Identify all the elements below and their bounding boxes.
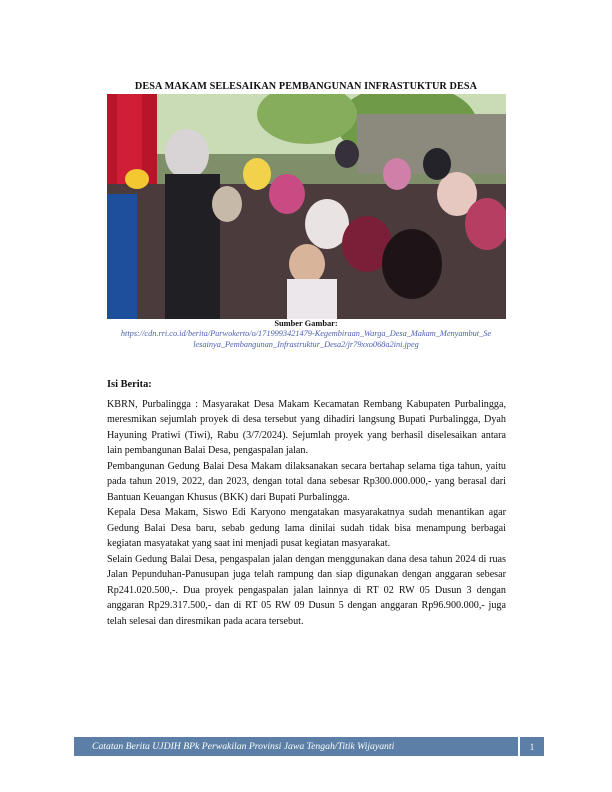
- paragraph-1: KBRN, Purbalingga : Masyarakat Desa Makam Kecamatan Rembang Kabupaten Purbalingga, meresmikan sejumlah proyek di desa tersebut yang dihadiri langsung Bupati Purbalingga, Dyah Hayuning Pratiwi (Tiwi), Rabu (3/7/2024). Sejumlah proyek yang berhasil diselesaikan antara lain pembangunan Balai Desa, pengaspalan jalan.: [107, 398, 506, 456]
- paragraph-2: Pembangunan Gedung Balai Desa Makam dilaksanakan secara bertahap selama tiga tahun, yaitu pada tahun 2019, 2022, dan 2023, dengan total dana sebesar Rp300.000.000,- yang berasal dari Bantuan Keuangan Khusus (BKK) dari Bupati Purbalingga.: [107, 460, 506, 503]
- paragraph-4: Selain Gedung Balai Desa, pengaspalan jalan dengan menggunakan dana desa tahun 2024 di ruas Jalan Pepunduhan-Panusupan juga telah rampung dan siap digunakan dengan anggaran sebesar Rp241.020.500,-. Dua proyek pengaspalan jalan lainnya di RT 02 RW 05 Dusun 3 dengan anggaran Rp29.317.500,- dan di RT 05 RW 09 Dusun 5 dengan anggaran Rp96.900.000,- juga telah selesai dan diresmikan pada acara tersebut.: [107, 553, 506, 627]
- paragraph-3: Kepala Desa Makam, Siswo Edi Karyono mengatakan masyarakatnya sudah menantikan agar Gedung Balai Desa baru, sebab gedung lama dinilai sudah tidak bisa menampung berbagai kegiatan masyatakat yang saat ini menjadi pusat kegiatan masyarakat.: [107, 507, 506, 549]
- document-title: DESA MAKAM SELESAIKAN PEMBANGUNAN INFRASTUKTUR DESA: [134, 81, 478, 92]
- section-heading: Isi Berita:: [107, 379, 152, 390]
- page-footer: [74, 737, 544, 756]
- article-body: [107, 377, 506, 629]
- image-source-link[interactable]: https://cdn.rri.co.id/berita/Purwokerto/o/1719993421479-Kegembiraan_Warga_Desa_Makam_Menyambut_Selesainya_Pembangunan_Infrastruktur_Desa2/jr79xxo068a2ini.jpeg: [120, 329, 492, 349]
- image-caption-label: Sumber Gambar:: [274, 319, 338, 328]
- page-number: 1: [518, 737, 544, 756]
- news-photo: [107, 94, 506, 319]
- footer-text: Catatan Berita UJDIH BPk Perwakilan Provinsi Jawa Tengah/Titik Wijayanti: [92, 741, 395, 752]
